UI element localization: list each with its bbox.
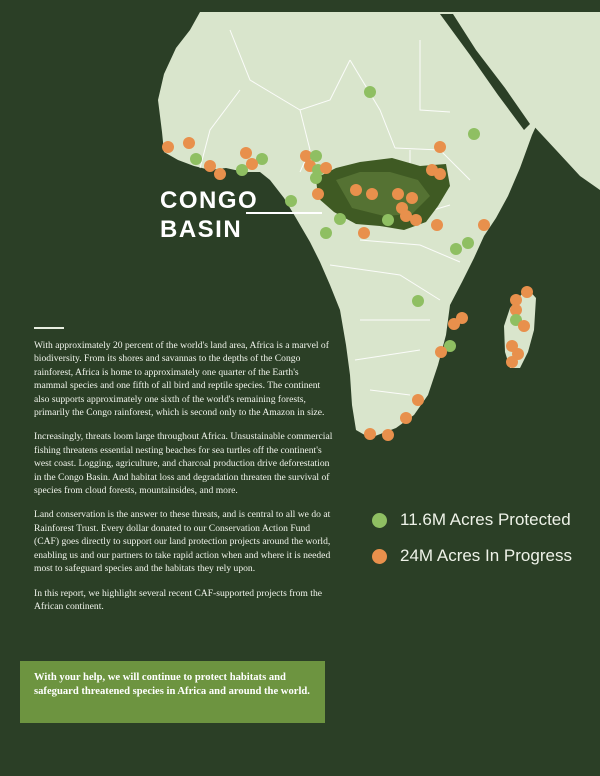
in-progress-marker[interactable] xyxy=(410,214,422,226)
in-progress-marker[interactable] xyxy=(364,428,376,440)
map-legend xyxy=(372,509,572,581)
legend-item-protected xyxy=(372,509,572,531)
in-progress-marker[interactable] xyxy=(448,318,460,330)
in-progress-marker[interactable] xyxy=(312,188,324,200)
in-progress-marker[interactable] xyxy=(434,141,446,153)
in-progress-marker[interactable] xyxy=(240,147,252,159)
in-progress-marker[interactable] xyxy=(521,286,533,298)
in-progress-marker[interactable] xyxy=(400,412,412,424)
in-progress-marker[interactable] xyxy=(382,429,394,441)
in-progress-marker[interactable] xyxy=(366,188,378,200)
in-progress-marker[interactable] xyxy=(204,160,216,172)
legend-item-in-progress xyxy=(372,545,572,567)
in-progress-marker[interactable] xyxy=(506,356,518,368)
region-label xyxy=(160,186,258,244)
in-progress-marker[interactable] xyxy=(246,158,258,170)
in-progress-marker[interactable] xyxy=(162,141,174,153)
in-progress-marker[interactable] xyxy=(320,162,332,174)
protected-marker[interactable] xyxy=(382,214,394,226)
protected-marker[interactable] xyxy=(190,153,202,165)
paragraph-4: In this report, we highlight several recent CAF-supported projects from the African continent. xyxy=(34,587,323,612)
paragraph-1: With approximately 20 percent of the world's land area, Africa is a marvel of biodiversity. From its shores and savannas to the depths of the Congo rainforest, Africa is home to approximately one quarter of the Earth's mammal species and one fifth of all bird and reptile species. The continent also supports approximately one sixth of the world's remaining forests, primarily the Congo rainforest, which is second only to the Amazon in size. xyxy=(34,340,329,419)
in-progress-marker[interactable] xyxy=(358,227,370,239)
in-progress-marker[interactable] xyxy=(478,219,490,231)
legend-label-protected: 11.6M Acres Protected xyxy=(400,510,571,529)
in-progress-marker[interactable] xyxy=(434,168,446,180)
callout-text: With your help, we will continue to protect habitats and safeguard threatened species in Africa and around the world. xyxy=(34,672,310,697)
protected-marker[interactable] xyxy=(412,295,424,307)
paragraph-3: Land conservation is the answer to these threats, and is central to all we do at Rainforest Trust. Every dollar donated to our Conservation Action Fund (CAF) goes directly to support our land protection projects around the world, enabling us and our partners to take rapid action when and where it is needed most to safeguard species and the habitats they rely upon. xyxy=(34,509,331,575)
callout-box xyxy=(20,661,325,723)
in-progress-marker[interactable] xyxy=(518,320,530,332)
protected-marker[interactable] xyxy=(310,172,322,184)
in-progress-marker[interactable] xyxy=(435,346,447,358)
in-progress-dot-icon xyxy=(372,549,387,564)
protected-marker[interactable] xyxy=(462,237,474,249)
in-progress-marker[interactable] xyxy=(350,184,362,196)
protected-dot-icon xyxy=(372,513,387,528)
in-progress-marker[interactable] xyxy=(431,219,443,231)
protected-marker[interactable] xyxy=(310,150,322,162)
protected-marker[interactable] xyxy=(334,213,346,225)
region-label-line-1: CONGO xyxy=(160,187,259,214)
in-progress-marker[interactable] xyxy=(183,137,195,149)
protected-marker[interactable] xyxy=(468,128,480,140)
protected-marker[interactable] xyxy=(320,227,332,239)
in-progress-marker[interactable] xyxy=(392,188,404,200)
protected-marker[interactable] xyxy=(364,86,376,98)
in-progress-marker[interactable] xyxy=(412,394,424,406)
in-progress-marker[interactable] xyxy=(214,168,226,180)
intro-text xyxy=(34,339,334,624)
protected-marker[interactable] xyxy=(236,164,248,176)
protected-marker[interactable] xyxy=(285,195,297,207)
region-label-line-2: BASIN xyxy=(160,216,243,243)
legend-label-in-progress: 24M Acres In Progress xyxy=(400,546,572,565)
in-progress-marker[interactable] xyxy=(406,192,418,204)
section-divider xyxy=(34,327,64,329)
paragraph-2: Increasingly, threats loom large throughout Africa. Unsustainable commercial fishing threatens essential nesting beaches for sea turtles off the continent's west coast. Logging, agriculture, and charcoal production drive deforestation in the Congo Basin. And habitat loss and degradation threaten the survival of species from cloud forests, mountainsides, and more. xyxy=(34,431,333,497)
protected-marker[interactable] xyxy=(450,243,462,255)
